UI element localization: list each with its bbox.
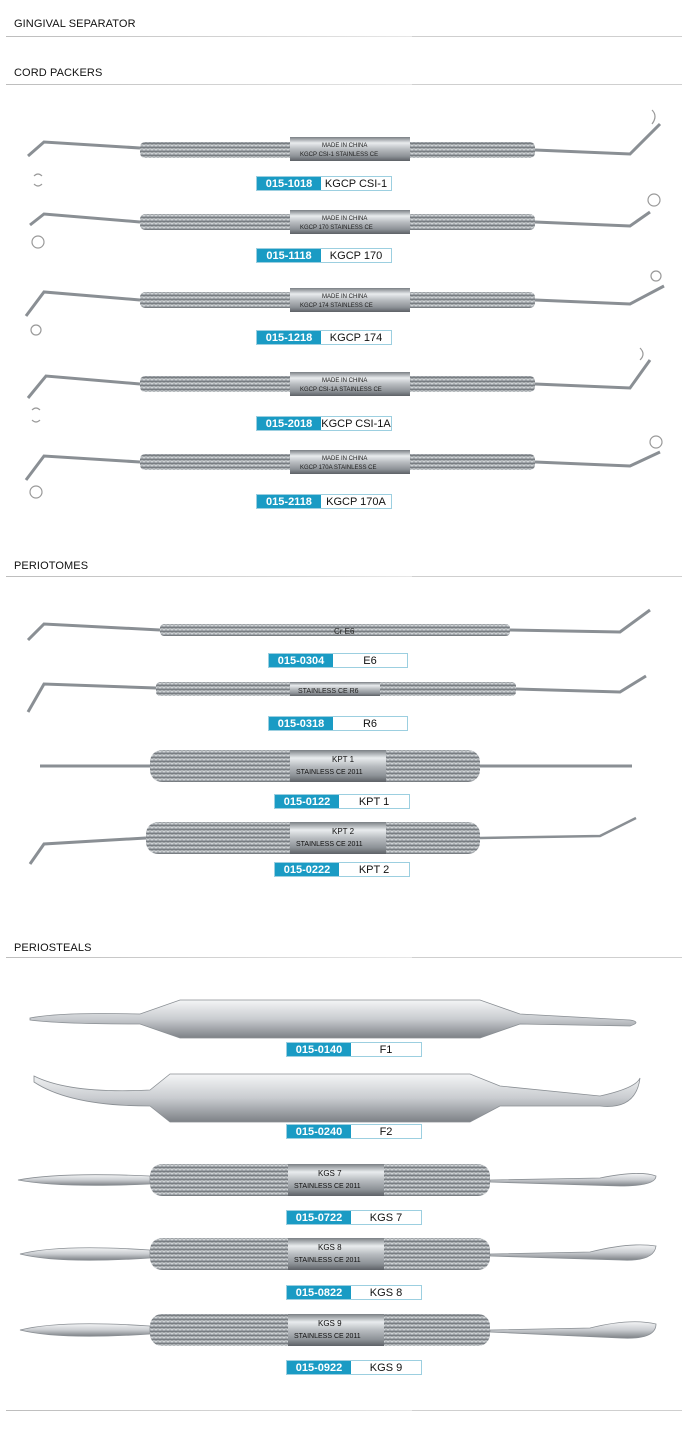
engraving-line-2: KGCP 170 STAINLESS CE bbox=[300, 225, 373, 231]
product-label bbox=[286, 1210, 422, 1225]
section-title-periotomes: PERIOTOMES bbox=[14, 560, 89, 572]
product-name: KGS 8 bbox=[369, 1286, 403, 1299]
product-code: 015-0822 bbox=[287, 1286, 351, 1299]
product-code: 015-0122 bbox=[275, 795, 339, 808]
instrument-periosteal-kgs8 bbox=[0, 1230, 690, 1304]
engraving-line-1: KPT 1 bbox=[332, 755, 355, 764]
product-code: 015-1218 bbox=[257, 331, 321, 344]
engraving-line-1: MADE IN CHINA bbox=[322, 378, 368, 384]
product-label bbox=[286, 1360, 422, 1375]
instrument-periosteal-kgs7 bbox=[0, 1156, 690, 1230]
engraving-line-1: MADE IN CHINA bbox=[322, 216, 368, 222]
section-title-cord-packers: CORD PACKERS bbox=[14, 67, 103, 79]
product-name: F1 bbox=[379, 1043, 393, 1056]
engraving-line-2: STAINLESS CE 2011 bbox=[296, 841, 363, 848]
instrument-periotome-kpt1 bbox=[0, 742, 690, 812]
product-label bbox=[256, 330, 392, 345]
product-name: KGCP 174 bbox=[329, 331, 383, 344]
product-name: KGCP 170 bbox=[329, 249, 383, 262]
product-name: F2 bbox=[379, 1125, 393, 1138]
engraving-line-1: KGS 8 bbox=[318, 1243, 342, 1252]
product-name: KGCP 170A bbox=[326, 495, 386, 508]
engraving-line-2: KGCP 170A STAINLESS CE bbox=[300, 465, 377, 471]
instrument-cord-packer-3 bbox=[0, 264, 690, 348]
engraving-line-1: KGS 9 bbox=[318, 1319, 342, 1328]
product-code: 015-0318 bbox=[269, 717, 333, 730]
product-code: 015-0722 bbox=[287, 1211, 351, 1224]
product-name: KPT 2 bbox=[358, 863, 390, 876]
product-code: 015-0304 bbox=[269, 654, 333, 667]
engraving-line-2: KGCP CSI-1A STAINLESS CE bbox=[300, 387, 382, 393]
product-code: 015-0140 bbox=[287, 1043, 351, 1056]
product-label bbox=[256, 176, 392, 191]
product-label bbox=[286, 1042, 422, 1057]
instrument-periotome-kpt2 bbox=[0, 814, 690, 884]
product-code: 015-0922 bbox=[287, 1361, 351, 1374]
section-divider bbox=[6, 84, 682, 85]
product-code: 015-0222 bbox=[275, 863, 339, 876]
product-code: 015-2118 bbox=[257, 495, 321, 508]
product-label bbox=[286, 1124, 422, 1139]
engraving-line-1: MADE IN CHINA bbox=[322, 456, 368, 462]
product-label bbox=[256, 248, 392, 263]
product-label bbox=[256, 494, 392, 509]
page-bottom-divider bbox=[6, 1410, 682, 1411]
instrument-cord-packer-1 bbox=[0, 104, 690, 194]
engraving-line-1: MADE IN CHINA bbox=[322, 143, 368, 149]
product-label bbox=[268, 716, 408, 731]
instrument-periosteal-f2 bbox=[0, 1066, 690, 1146]
engraving-line-2: KGCP 174 STAINLESS CE bbox=[300, 303, 373, 309]
product-name: KPT 1 bbox=[358, 795, 390, 808]
product-name: KGS 9 bbox=[369, 1361, 403, 1374]
product-name: KGCP CSI-1 bbox=[324, 177, 388, 190]
product-name: R6 bbox=[362, 717, 378, 730]
engraving-line-2: STAINLESS CE 2011 bbox=[296, 769, 363, 776]
instrument-periosteal-f1 bbox=[0, 980, 690, 1060]
product-code: 015-0240 bbox=[287, 1125, 351, 1138]
product-code: 015-1018 bbox=[257, 177, 321, 190]
instrument-periotome-r6 bbox=[0, 670, 690, 740]
instrument-cord-packer-4 bbox=[0, 346, 690, 430]
section-title-periosteals: PERIOSTEALS bbox=[14, 942, 92, 954]
product-label bbox=[274, 862, 410, 877]
engraving-line-1: STAINLESS CE R6 bbox=[298, 688, 359, 695]
product-label bbox=[268, 653, 408, 668]
engraving-line-1: KGS 7 bbox=[318, 1169, 342, 1178]
section-divider bbox=[6, 36, 682, 37]
section-title-gingival-separator: GINGIVAL SEPARATOR bbox=[14, 18, 136, 30]
instrument-cord-packer-2 bbox=[0, 190, 690, 270]
product-label bbox=[286, 1285, 422, 1300]
engraving-line-2: STAINLESS CE 2011 bbox=[294, 1257, 361, 1264]
product-name: KGS 7 bbox=[369, 1211, 403, 1224]
product-label bbox=[274, 794, 410, 809]
instrument-periotome-e6 bbox=[0, 600, 690, 672]
instrument-periosteal-kgs9 bbox=[0, 1304, 690, 1380]
section-divider bbox=[6, 576, 682, 577]
product-name: KGCP CSI-1A bbox=[321, 417, 391, 430]
engraving-line-2: KGCP CSI-1 STAINLESS CE bbox=[300, 152, 379, 158]
engraving-line-1: KPT 2 bbox=[332, 827, 355, 836]
instrument-cord-packer-5 bbox=[0, 432, 690, 516]
section-divider bbox=[6, 957, 682, 958]
engraving-line-1: MADE IN CHINA bbox=[322, 294, 368, 300]
product-code: 015-1118 bbox=[257, 249, 321, 262]
engraving-line-1: Cr E6 bbox=[334, 627, 355, 636]
engraving-line-2: STAINLESS CE 2011 bbox=[294, 1333, 361, 1340]
product-code: 015-2018 bbox=[257, 417, 321, 430]
product-name: E6 bbox=[363, 654, 377, 667]
engraving-line-2: STAINLESS CE 2011 bbox=[294, 1183, 361, 1190]
product-label bbox=[256, 416, 392, 431]
